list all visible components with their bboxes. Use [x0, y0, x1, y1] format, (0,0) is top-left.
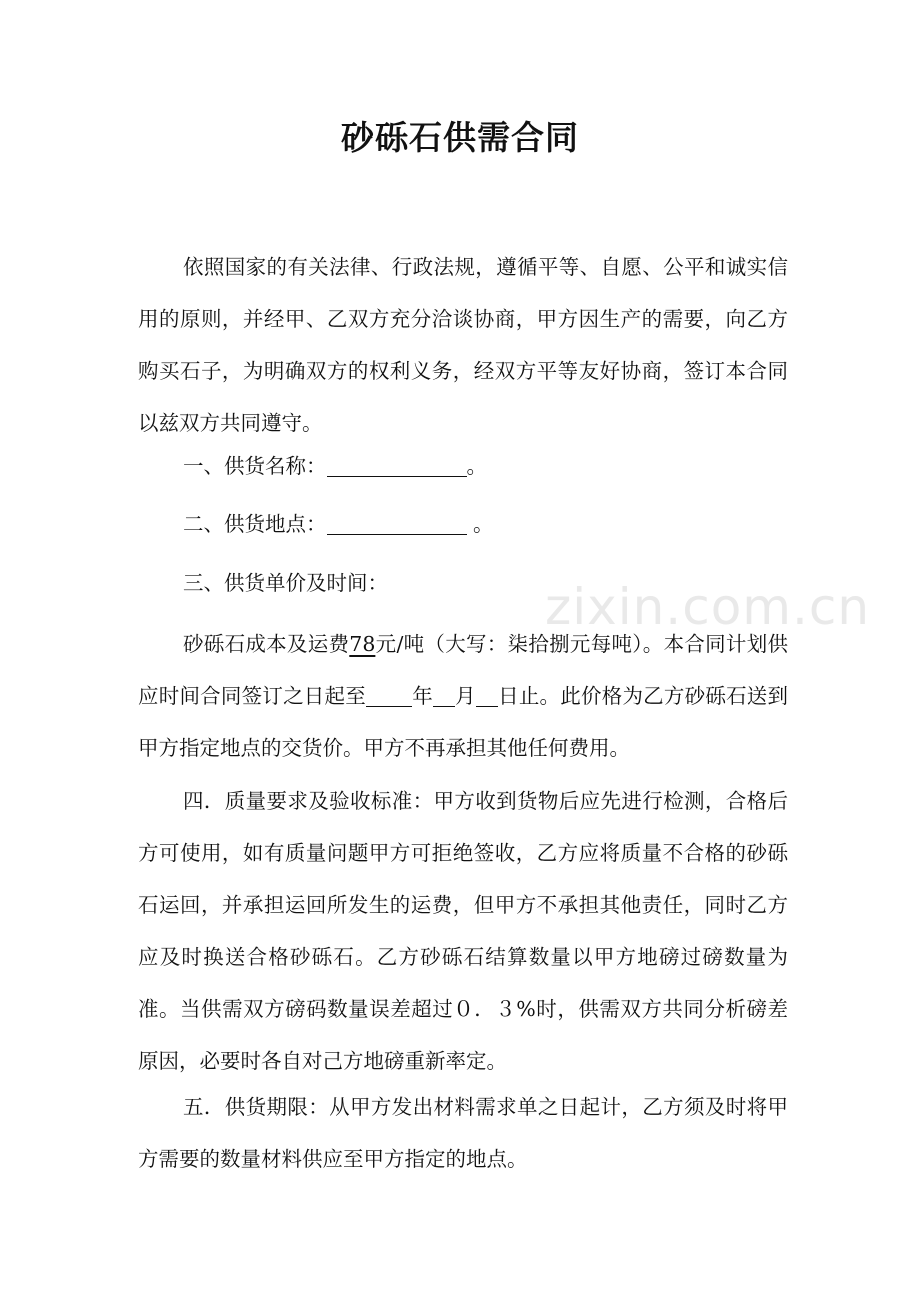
item-supply-name [138, 440, 788, 492]
end-day-blank [476, 680, 498, 707]
supply-location-end: 。 [466, 512, 494, 536]
supply-name-blank [327, 450, 467, 477]
price-amount: 78 [349, 632, 376, 656]
month-label: 月 [454, 684, 476, 708]
supply-name-label: 一、供货名称： [183, 454, 327, 478]
year-label: 年 [411, 684, 433, 708]
end-month-blank [433, 680, 455, 707]
end-year-blank [366, 680, 412, 707]
price-day-end: 日止。此价格为乙方砂砾石送到甲方指定地点的交货价。甲方不再承担其他任何费用。 [138, 684, 789, 760]
price-part1: 砂砾石成本及运费 [183, 632, 350, 656]
supply-location-blank [327, 508, 467, 535]
item-supply-location [138, 498, 788, 550]
price-paragraph [138, 618, 788, 774]
supply-name-end: 。 [466, 454, 487, 478]
watermark: zixin.com.cn [545, 578, 871, 636]
item-price-time-heading: 三、供货单价及时间： [183, 571, 388, 595]
supply-location-label: 二、供货地点： [183, 512, 327, 536]
quality-paragraph: 四．质量要求及验收标准：甲方收到货物后应先进行检测，合格后方可使用，如有质量问题甲方可拒绝签收，乙方应将质量不合格的砂砾石运回，并承担运回所发生的运费，但甲方不承担其他责任，同时乙方应及时换送合格砂砾石。乙方砂砾石结算数量以甲方地磅过磅数量为准。当供需双方磅码数量误差超过０．３%时，供需双方共同分析磅差原因，必要时各自对己方地磅重新率定。 [138, 789, 788, 1073]
document-title: 砂砾石供需合同 [341, 118, 579, 157]
price-part2: 元/吨（大写：柒拾捌元每吨）。本合同计划供应时间合同签订之日起至 [138, 632, 789, 708]
period-paragraph: 五．供货期限：从甲方发出材料需求单之日起计，乙方须及时将甲方需要的数量材料供应至甲方指定的地点。 [138, 1095, 788, 1171]
intro-paragraph: 依照国家的有关法律、行政法规，遵循平等、自愿、公平和诚实信用的原则，并经甲、乙双方充分洽谈协商，甲方因生产的需要，向乙方购买石子，为明确双方的权利义务，经双方平等友好协商，签订本合同以兹双方共同遵守。 [138, 255, 788, 435]
